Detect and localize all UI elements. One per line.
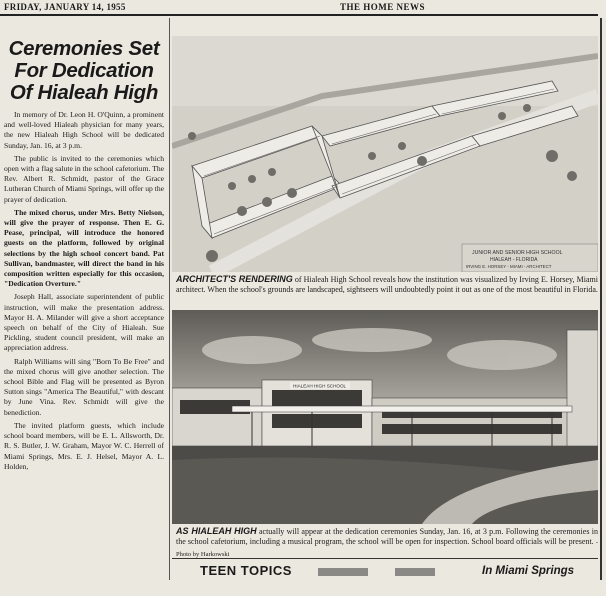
rendering-caption [176,274,598,296]
article-column [4,18,164,580]
article-paragraph: Ralph Williams will sing "Born To Be Free" and the mixed chorus will give another selection. The school Bible and Flag will be presented as Byron Sutton sings "America The Beautiful," with descant by June Vina. Rev. Schmidt will give the benediction. [4,356,164,417]
architect-rendering-photo [172,36,598,272]
article-body [4,110,164,472]
article-paragraph: Joseph Hall, associate superintendent of public instruction, will make the presentation address. Mayor H. A. Milander will give a short acceptance speech on behalf of the City of Hialeah. Sue Pickling, student council president, will make an appreciation address. [4,292,164,353]
article-paragraph: The public is invited to the ceremonies which open with a flag salute in the school cafetorium. The Rev. Albert R. Schmidt, pastor of the Grace Lutheran Church of Miami Springs, will offer up the prayer of dedication. [4,153,164,204]
page-edge-rule [600,18,602,580]
school-caption-body: actually will appear at the dedication ceremonies Sunday, Jan. 16, at 3 p.m. Following the ceremonies in the school cafetorium, including a musical program, the school will be open for inspection. School board officials will be present. [176,527,598,547]
school-photo-illustration [172,310,598,524]
newspaper-name: THE HOME NEWS [340,2,426,12]
rendering-inset-line: JUNIOR AND SENIOR HIGH SCHOOL [472,250,563,256]
miami-springs-heading: In Miami Springs [482,565,575,577]
rendering-caption-body: of Hialeah High School reveals how the institution was visualized by Irving E. Horsey, Miami architect. When the school's grounds are landscaped, sightseers will undoubtedly point it out as one of the most beautiful in Florida. [176,275,598,295]
issue-date: FRIDAY, JANUARY 14, 1955 [4,2,126,12]
rendering-illustration [172,36,598,272]
article-paragraph: The mixed chorus, under Mrs. Betty Nielson, will give the prayer of response. Then E. G. Pease, principal, will introduce the honored guests on the platform, followed by original selections by the high school concert band. Pat Sullivan, bandmaster, will direct the band in his composition written especially for this occasion, "Dedication Overture." [4,207,164,289]
rendering-caption-head: ARCHITECT'S RENDERING [176,274,293,284]
rendering-inset-line: IRVING E. HORSEY - MIAMI - ARCHITECT [466,264,552,269]
article-paragraph: The invited platform guests, which include school board members, will be E. L. Allsworth, Dr. R. S. Butler, J. W. Graham, Mayor W. C. Herrell of Miami Springs, Mrs. E. J. Helsel, Mayor A. L. Holden, [4,420,164,471]
headline-line-1: Ceremonies Set [8,37,160,60]
article-headline [4,38,164,104]
school-photo [172,310,598,524]
header-rule [0,14,598,16]
teen-topics-heading: TEEN TOPICS [200,563,292,578]
article-paragraph: In memory of Dr. Leon H. O'Quinn, a prominent and well-loved Hialeah physician for many years, the new Hialeah High School will be dedicated Sunday, Jan. 16, at 3 p.m. [4,110,164,150]
headline-line-2: For Dedication [14,59,154,82]
school-sign: HIALEAH HIGH SCHOOL [293,383,347,389]
bottom-rule [172,558,598,559]
photo-credit: -Photo by Harkowski [176,539,598,558]
school-caption-head: AS HIALEAH HIGH [176,526,257,536]
column-rule [169,18,170,580]
cut-off-heading-fragment [395,568,435,576]
rendering-inset-line: HIALEAH - FLORIDA [490,257,538,263]
cut-off-heading-fragment [318,568,368,576]
school-photo-caption [176,526,598,560]
headline-line-3: Of Hialeah High [9,81,159,104]
